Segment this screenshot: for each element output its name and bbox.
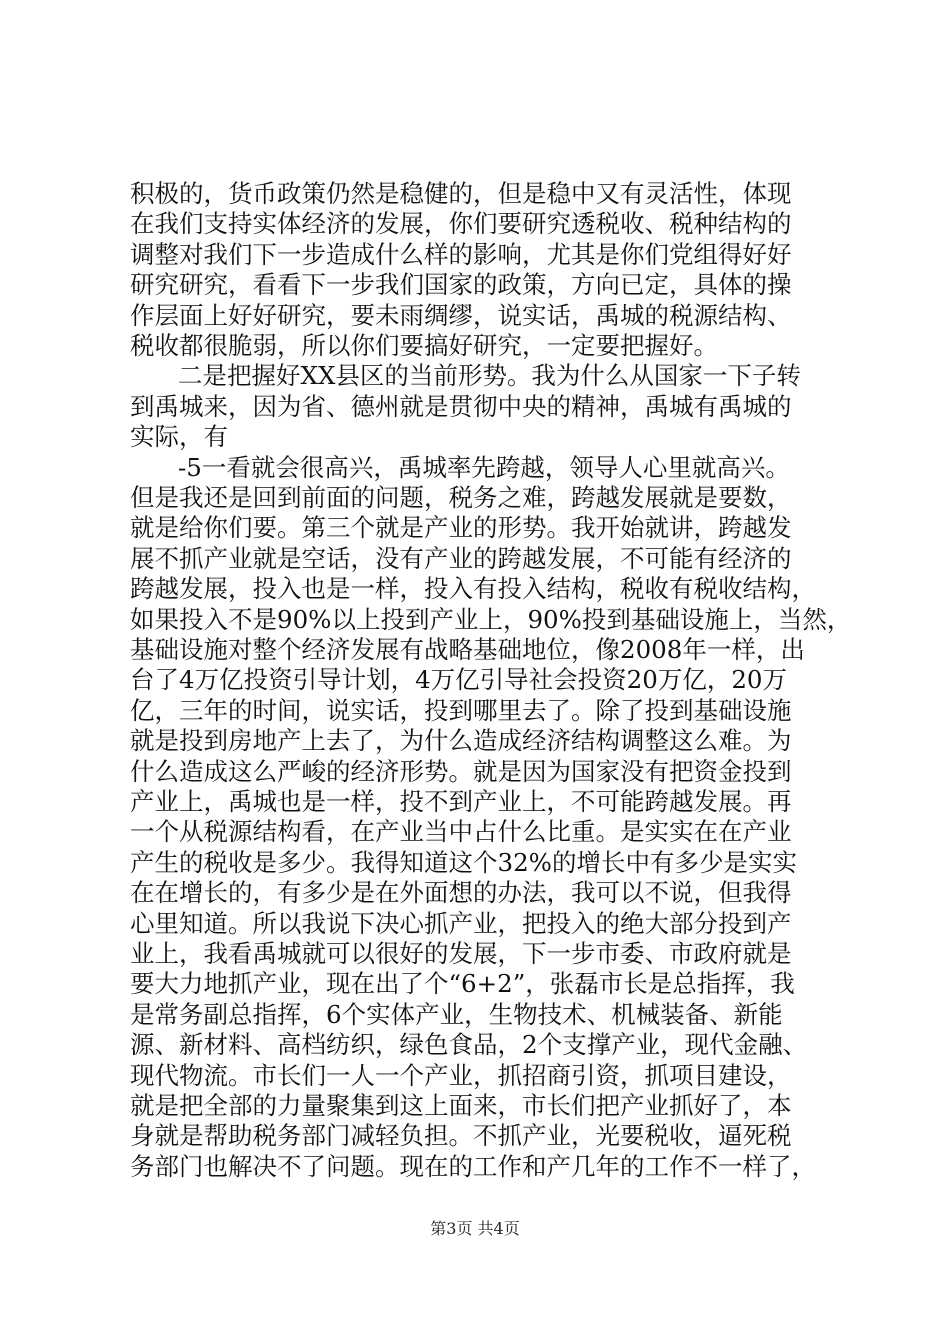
text-line-17: 台了4万亿投资引导计划，4万亿引导社会投资20万亿，20万 — [130, 665, 788, 695]
text-line-27: 要大力地抓产业，现在出了个“6+2”，张磊市长是总指挥，我 — [130, 969, 795, 999]
text-line-16: 基础设施对整个经济发展有战略基础地位，像2008年一样，出 — [130, 635, 805, 664]
text-line-11: 但是我还是回到前面的问题，税务之难，跨越发展就是要数， — [130, 483, 792, 512]
text-line-18: 亿，三年的时间，说实话，投到哪里去了。除了投到基础设施 — [130, 695, 792, 725]
text-line-9: 实际，有 — [130, 422, 228, 452]
text-line-6: 税收都很脆弱，所以你们要搞好研究，一定要把握好。 — [130, 331, 718, 360]
text-line-14: 跨越发展，投入也是一样，投入有投入结构，税收有税收结构， — [130, 574, 816, 604]
text-line-10: -5一看就会很高兴，禹城率先跨越，领导人心里就高兴。 — [178, 452, 790, 482]
text-line-25: 心里知道。所以我说下决心抓产业，把投入的绝大部分投到产 — [130, 908, 792, 938]
text-line-23: 产生的税收是多少。我得知道这个32%的增长中有多少是实实 — [130, 847, 797, 877]
text-line-3: 调整对我们下一步造成什么样的影响，尤其是你们党组得好好 — [130, 239, 792, 269]
text-line-22: 一个从税源结构看，在产业当中占什么比重。是实实在在产业 — [130, 817, 792, 847]
text-line-30: 现代物流。市长们一人一个产业，抓招商引资，抓项目建设， — [130, 1060, 792, 1090]
text-line-4: 研究研究，看看下一步我们国家的政策，方向已定，具体的操 — [130, 270, 792, 300]
text-line-24: 在在增长的，有多少是在外面想的办法，我可以不说，但我得 — [130, 878, 792, 908]
text-line-15: 如果投入不是90%以上投到产业上，90%投到基础设施上，当然， — [130, 604, 852, 634]
text-line-20: 什么造成这么严峻的经济形势。就是因为国家没有把资金投到 — [130, 756, 792, 786]
text-line-7: 二是把握好XX县区的当前形势。我为什么从国家一下子转 — [178, 361, 801, 391]
text-line-32: 身就是帮助税务部门减轻负担。不抓产业，光要税收，逼死税 — [130, 1121, 792, 1151]
text-line-31: 就是把全部的力量聚集到这上面来，市长们把产业抓好了，本 — [130, 1091, 792, 1120]
text-line-33: 务部门也解决不了问题。现在的工作和产几年的工作不一样了， — [130, 1151, 816, 1181]
text-line-5: 作层面上好好研究，要未雨绸缪，说实话，禹城的税源结构、 — [130, 300, 792, 330]
text-line-2: 在我们支持实体经济的发展，你们要研究透税收、税种结构的 — [130, 209, 792, 239]
page-footer: 第3页 共4页 — [430, 1219, 520, 1238]
text-line-29: 源、新材料、高档纺织，绿色食品，2个支撑产业，现代金融、 — [130, 1030, 808, 1060]
text-line-28: 是常务副总指挥，6个实体产业，生物技术、机械装备、新能 — [130, 999, 783, 1029]
text-line-21: 产业上，禹城也是一样，投不到产业上，不可能跨越发展。再 — [130, 787, 792, 816]
text-line-12: 就是给你们要。第三个就是产业的形势。我开始就讲，跨越发 — [130, 513, 792, 543]
text-line-8: 到禹城来，因为省、德州就是贯彻中央的精神，禹城有禹城的 — [130, 391, 792, 421]
text-line-1: 积极的，货币政策仍然是稳健的，但是稳中又有灵活性，体现 — [130, 179, 792, 208]
text-line-26: 业上，我看禹城就可以很好的发展，下一步市委、市政府就是 — [130, 939, 792, 968]
text-line-13: 展不抓产业就是空话，没有产业的跨越发展，不可能有经济的 — [130, 543, 792, 573]
text-line-19: 就是投到房地产上去了，为什么造成经济结构调整这么难。为 — [130, 726, 792, 756]
